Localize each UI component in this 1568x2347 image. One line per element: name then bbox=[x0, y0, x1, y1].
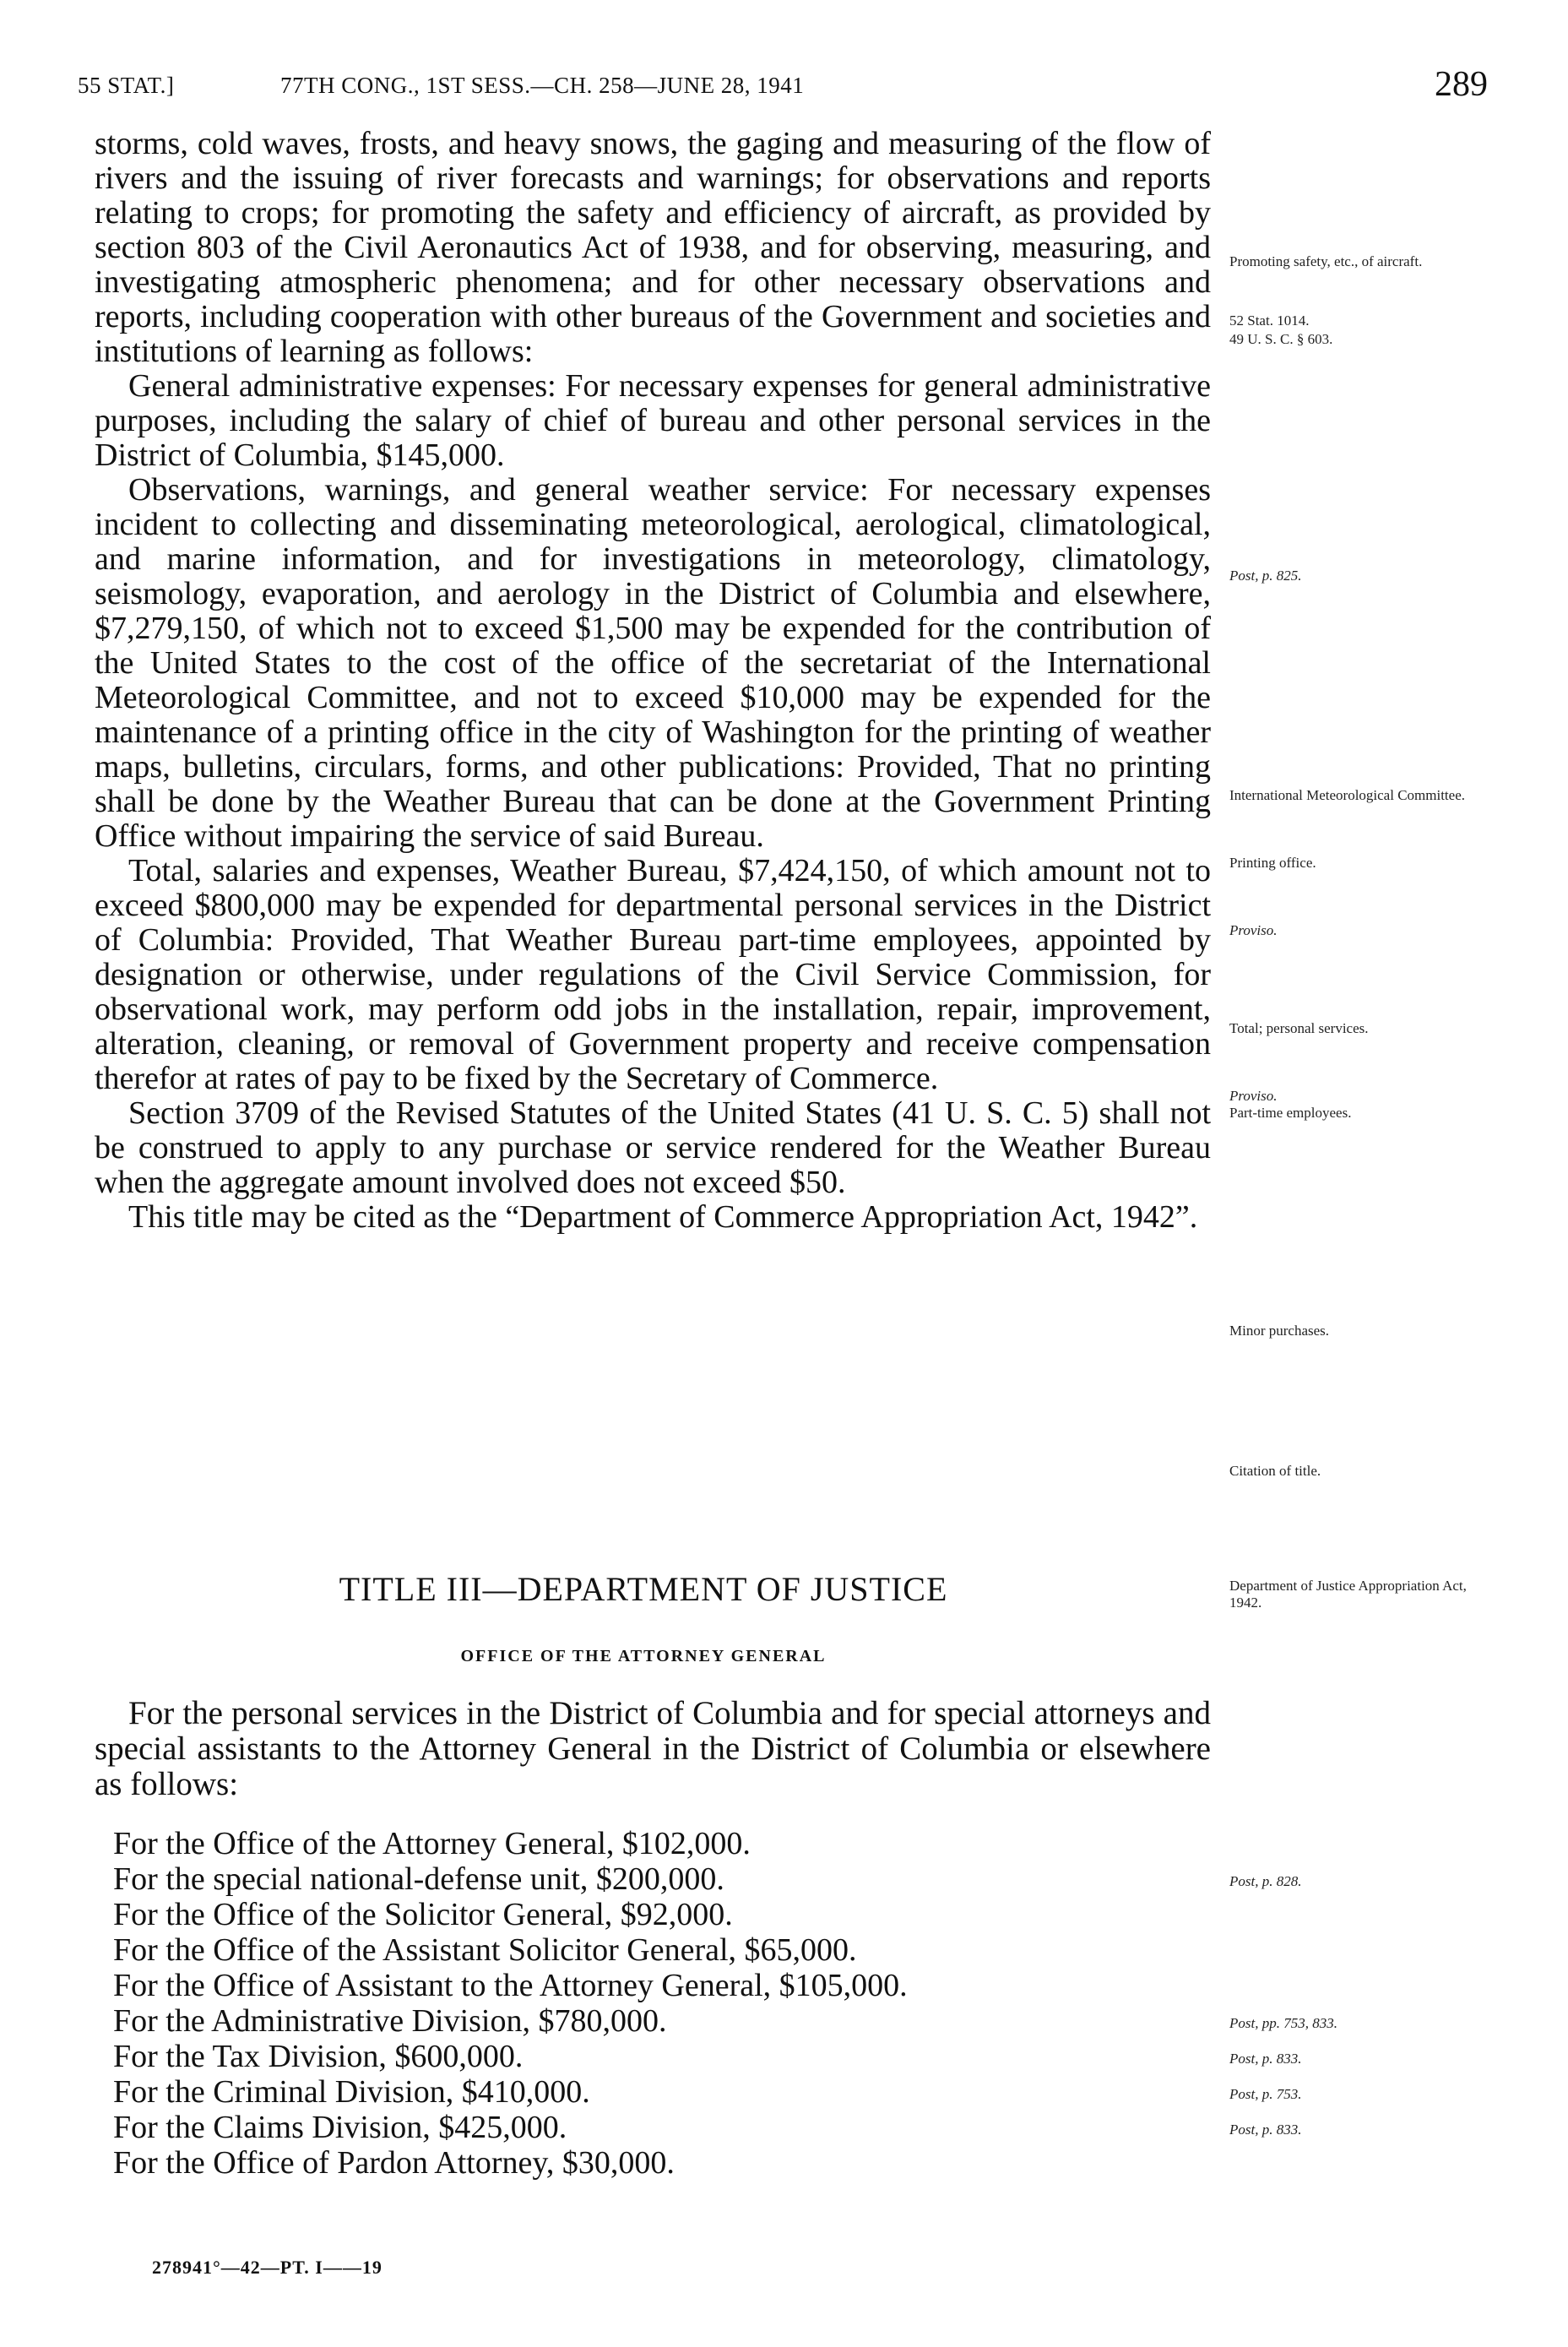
paragraph-section-3709: Section 3709 of the Revised Statutes of the United States (41 U. S. C. 5) shall not be construed to apply to any purchase or service rendered for the Weather Bureau when the aggregate amount involved does not exceed $50. bbox=[95, 1095, 1211, 1200]
margin-note-printing: Printing office. bbox=[1229, 855, 1316, 871]
list-item: For the Office of the Assistant Solicitor General, $65,000. bbox=[113, 1932, 857, 1968]
list-item: For the Office of Assistant to the Attorney General, $105,000. bbox=[113, 1968, 908, 2003]
appropriation-list bbox=[113, 1826, 908, 2181]
justice-intro bbox=[95, 1696, 1211, 1802]
list-item: For the Office of the Attorney General, $102,000. bbox=[113, 1826, 751, 1861]
intro-paragraph: For the personal services in the District of Columbia and for special attorneys and special assistants to the Attorney General in the District of Columbia or elsewhere as follows: bbox=[95, 1695, 1211, 1802]
list-item: For the Administrative Division, $780,000. bbox=[113, 2003, 667, 2039]
margin-note-post-753: Post, p. 753. bbox=[1229, 2086, 1302, 2102]
paragraph-continuation: storms, cold waves, frosts, and heavy snows, the gaging and measuring of the flow of rivers and the issuing of river forecasts and warnings; for observations and reports relating to crops; for promoting the safety and efficiency of aircraft, as provided by section 803 of the Civil Aeronautics Act of 1938, and for observing, measuring, and investigating atmospheric phenomena; and for other necessary observations and reports, including cooperation with other bureaus of the Government and societies and institutions of learning as follows: bbox=[95, 126, 1211, 369]
running-head: 77TH CONG., 1ST SESS.—CH. 258—JUNE 28, 1941 bbox=[280, 73, 805, 98]
margin-note-total: Total; personal services. bbox=[1229, 1020, 1369, 1036]
page-header bbox=[78, 64, 1488, 106]
title-iii-heading: TITLE III—DEPARTMENT OF JUSTICE bbox=[339, 1570, 948, 1608]
margin-note-proviso-2: Proviso. bbox=[1229, 1088, 1278, 1104]
margin-note-stat: 52 Stat. 1014. bbox=[1229, 312, 1310, 329]
margin-note-minor: Minor purchases. bbox=[1229, 1323, 1330, 1339]
statute-volume: 55 STAT.] bbox=[78, 73, 175, 98]
margin-note-post-828: Post, p. 828. bbox=[1229, 1873, 1302, 1889]
margin-note-usc: 49 U. S. C. § 603. bbox=[1229, 331, 1333, 347]
margin-note-international: International Meteorological Committee. bbox=[1229, 787, 1465, 803]
margin-note-promoting: Promoting safety, etc., of aircraft. bbox=[1229, 253, 1423, 269]
print-signature: 278941°—42—PT. I——19 bbox=[152, 2257, 383, 2278]
margin-note-citation: Citation of title. bbox=[1229, 1463, 1321, 1479]
margin-note-post-833: Post, p. 833. bbox=[1229, 2051, 1302, 2067]
paragraph-citation: This title may be cited as the “Department of Commerce Appropriation Act, 1942”. bbox=[128, 1199, 1198, 1235]
paragraph-observations: Observations, warnings, and general weather service: For necessary expenses incident to collecting and disseminating meteorological, aerological, climatological, and marine information, and for investigations in meteorology, climatology, seismology, evaporation, and aerology in the District of Columbia and elsewhere, $7,279,150, of which not to exceed $1,500 may be expended for the contribution of the United States to the cost of the office of the secretariat of the International Meteorological Committee, and not to exceed $10,000 may be expended for the maintenance of a printing office in the city of Washington for the printing of weather maps, bulletins, circulars, forms, and other publications: Provided, That no printing shall be done by the Weather Bureau that can be done at the Government Printing Office without impairing the service of said Bureau. bbox=[95, 472, 1211, 854]
page-number: 289 bbox=[1435, 65, 1488, 104]
margin-note-post-833b: Post, p. 833. bbox=[1229, 2122, 1302, 2138]
office-attorney-general-heading: OFFICE OF THE ATTORNEY GENERAL bbox=[460, 1647, 827, 1665]
list-item: For the special national-defense unit, $200,000. bbox=[113, 1861, 724, 1897]
margin-note-part-time: Part-time employees. bbox=[1229, 1105, 1352, 1121]
paragraph-total: Total, salaries and expenses, Weather Bureau, $7,424,150, of which amount not to exceed $800,000 may be expended for departmental personal services in the District of Columbia: Provided, That Weather Bureau part-time employees, appointed by designation or otherwise, under regulations of the Civil Service Commission, for observational work, may perform odd jobs in the installation, repair, improvement, alteration, cleaning, or removal of Government property and receive compensation therefor at rates of pay to be fixed by the Secretary of Commerce. bbox=[95, 853, 1211, 1096]
margin-note-proviso: Proviso. bbox=[1229, 922, 1278, 938]
margin-note-post-753-833: Post, pp. 753, 833. bbox=[1229, 2015, 1337, 2031]
margin-note-post-825: Post, p. 825. bbox=[1229, 568, 1302, 584]
paragraph-admin-expenses: General administrative expenses: For necessary expenses for general administrative purposes, including the salary of chief of bureau and other personal services in the District of Columbia, $145,000. bbox=[95, 368, 1211, 473]
body-text bbox=[95, 127, 1211, 1235]
list-item: For the Office of the Solicitor General, $92,000. bbox=[113, 1897, 733, 1932]
list-item: For the Claims Division, $425,000. bbox=[113, 2110, 567, 2145]
list-item: For the Office of Pardon Attorney, $30,000. bbox=[113, 2145, 675, 2181]
list-item: For the Tax Division, $600,000. bbox=[113, 2039, 524, 2074]
margin-note-doj: Department of Justice Appropriation Act, 1942. bbox=[1229, 1578, 1467, 1611]
list-item: For the Criminal Division, $410,000. bbox=[113, 2074, 590, 2110]
